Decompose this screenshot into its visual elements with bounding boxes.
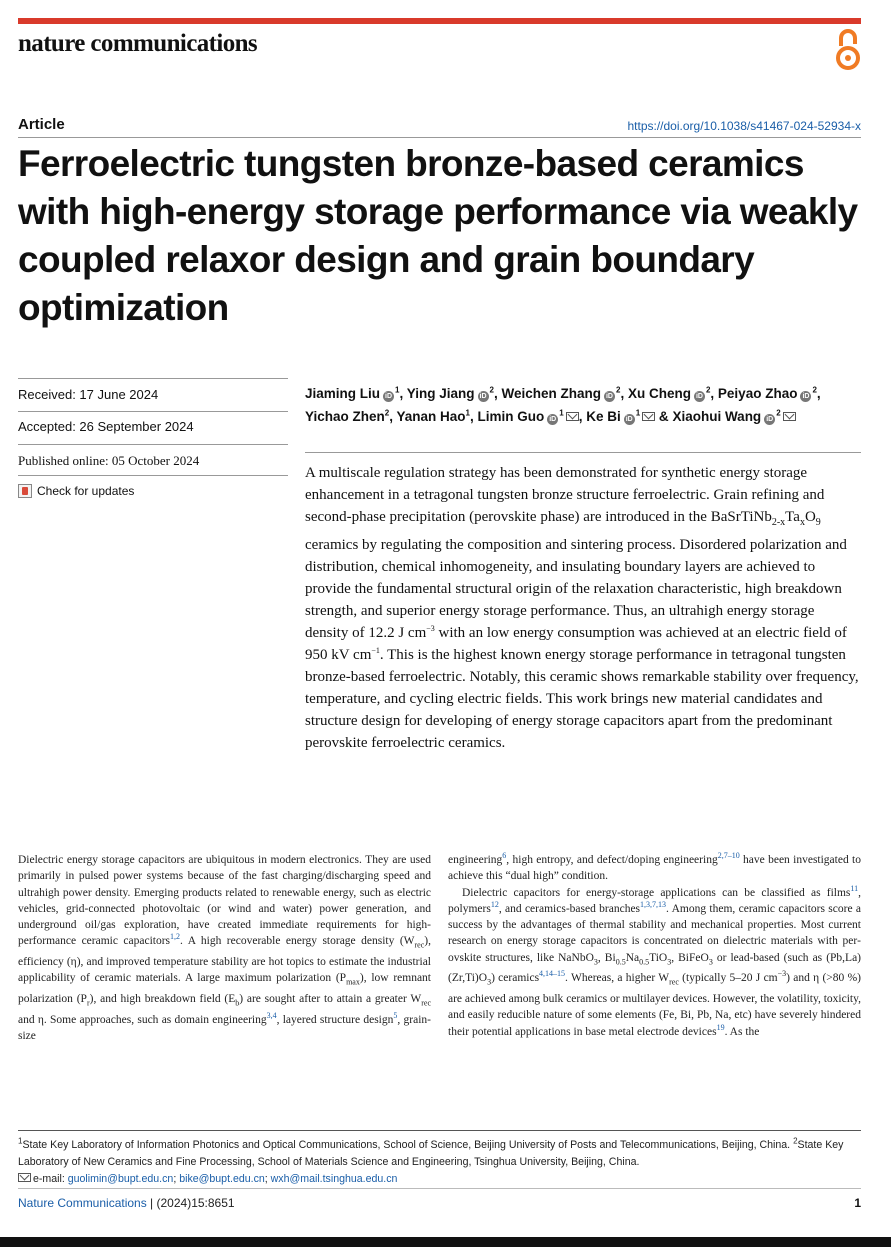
published-date: Published online: 05 October 2024 (18, 453, 200, 468)
mail-icon[interactable] (783, 412, 796, 421)
orcid-icon[interactable]: iD (766, 416, 774, 423)
journal-name: nature communications (18, 30, 258, 57)
received-date: Received: 17 June 2024 (18, 387, 159, 402)
orcid-icon[interactable]: iD (385, 393, 393, 400)
article-type-label: Article (18, 116, 65, 133)
orcid-icon[interactable]: iD (695, 393, 703, 400)
mail-icon[interactable] (642, 412, 655, 421)
orcid-icon[interactable]: iD (605, 393, 613, 400)
author-name[interactable]: Yanan Hao (396, 409, 466, 424)
orcid-icon[interactable]: iD (549, 416, 557, 423)
body-paragraph: engineering$^6$, high entropy, and defect/doping engineering$^{2,7-10}$ have been investigated to achieve this “dual high” condition. (448, 851, 861, 883)
accepted-date: Accepted: 26 September 2024 (18, 419, 194, 434)
dates-divider-1 (18, 411, 288, 412)
check-updates-icon (18, 484, 32, 498)
page-number: 1 (854, 1196, 861, 1210)
footnote-divider (18, 1130, 861, 1131)
author-name[interactable]: Limin Guo (477, 409, 545, 424)
orcid-icon[interactable]: iD (479, 393, 487, 400)
email-link[interactable]: bike@bupt.edu.cn (179, 1173, 265, 1185)
footer-citation: Nature Communications | (2024)15:8651 (18, 1196, 235, 1210)
orcid-icon[interactable]: iD (802, 393, 810, 400)
footer-divider (18, 1188, 861, 1189)
footer-journal[interactable]: Nature Communications (18, 1196, 147, 1210)
bottom-bar (0, 1237, 891, 1247)
body-paragraph: Dielectric energy storage capacitors are ubiquitous in modern electronics. They are used primarily in pulsed power systems because of the fast charging/discharging speed and ultrahigh power density. Emerging products related to renewable energy, such as electric vehicles, grid-connected photovoltaic (or wind and water) power generation, and underground oil/gas exploration, have created immediate requirements for high-performance ceramic capacitors$^{1,2}$. A high recoverable energy storage density $(W_{rec})$, efficiency (η), and improved temperature stability are hot topics to estimate the industrial applicability of ceramic materials. A large maximum polarization $(P_{max})$, low remnant polarization $(P_r)$, and high breakdown field $(E_b)$ are sought after to attain a greater $W_{rec}$ and η. Some approaches, such as domain engineering$^{3,4}$, layered structure design$^5$, grain-size (18, 854, 431, 1042)
mail-icon (18, 1173, 31, 1182)
header-divider (18, 137, 861, 138)
doi-link[interactable]: https://doi.org/10.1038/s41467-024-52934-x (627, 119, 861, 133)
author-name[interactable]: Xu Cheng (627, 386, 691, 401)
author-name[interactable]: Jiaming Liu (305, 386, 381, 401)
body-column-left (18, 852, 431, 1044)
author-name[interactable]: Ying Jiang (406, 386, 475, 401)
dates-divider-2 (18, 444, 288, 445)
abstract-divider (305, 452, 861, 453)
dates-divider-top (18, 378, 288, 379)
body-column-right (448, 852, 861, 1040)
abstract: A multiscale regulation strategy has been demonstrated for synthetic energy storage enhancement in a tetragonal tungsten bronze structure ferroelectric. Grain refining and second-phase precipitation (perovskite phase) are introduced in the $BaSrTiNb_{2-x}Ta_xO_9$ ceramics by regulating the composition and sintering process. Disordered polarization and distribution, chemical inhomogeneity, and insulating boundary layers are achieved to provide the fundamental structural origin of the relaxation characteristic, high breakdown strength, and superior energy storage performance. Thus, an ultrahigh energy storage density of 12.2 J $cm^{-3}$ with an low energy consumption was achieved at an electric field of 950 kV $cm^{-1}$. This is the highest known energy storage performance in tetragonal tungsten bronze-based ferroelectric. Notably, this ceramic shows remarkable stability over frequency, temperature, and cycling electric fields. This work brings new material candidates and structure design for developing of energy storage capacitors apart from the predominant perovskite ferroelectric ceramics. (305, 465, 859, 751)
dates-divider-3 (18, 475, 288, 476)
mail-icon[interactable] (566, 412, 579, 421)
email-link[interactable]: guolimin@bupt.edu.cn (67, 1173, 174, 1185)
body-paragraph: Dielectric capacitors for energy-storage applications can be classified as films$^{11}$, polymers$^{12}$, and ceramics-based branches$^{1,3,7,13}$. Among them, ceramic capacitors score a success by the advantages of thermal stability and mechanical properties. Most current research on energy storage capacitors is concentrated on dielectric materials with perovskite structures, like NaNbO$_3$, $Bi_{0.5}Na_{0.5}TiO_3$, BiFeO$_3$ or lead-based (such as $(Pb,La)(Zr,Ti)O_3$) ceramics$^{4,14-15}$. Whereas, a higher $W_{rec}$ (typically 5–20 J $cm^{-3}$) and η (>80 %) are achieved among bulk ceramics or multilayer devices. However, the volatility, toxicity, and easily reducible nature of some elements (Fe, Bi, Pb, Na, etc) have severely hindered their potential applications in base metal electrode devices$^{19}$. As the (448, 883, 861, 1038)
author-name[interactable]: Peiyao Zhao (717, 386, 798, 401)
author-list: Jiaming Liu $iD^1$, Ying Jiang $iD^2$, Weichen Zhang $iD^2$, Xu Cheng $iD^2$, Peiyao Zhao $iD^2$, Yichao Zhen$^2$, Yanan Hao$^1$, Limin Guo $iD^1$ , Ke Bi $iD^1$ & Xiaohui Wang $iD^2$ (305, 385, 821, 424)
author-name[interactable]: Ke Bi (586, 409, 621, 424)
author-name[interactable]: Weichen Zhang (501, 386, 601, 401)
affiliations-footnote: $^1$State Key Laboratory of Information Photonics and Optical Communications, School of Science, Beijing University of Posts and Telecommunications, Beijing, China. $^2$State Key Laboratory of New Ceramics and Fine Processing, School of Materials Science and Engineering, Tsinghua University, Beijing, China. e-mail: guolimin@bupt.edu.cn; bike@bupt.edu.cn; wxh@mail.tsinghua.edu.cn (18, 1136, 844, 1185)
author-name[interactable]: Yichao Zhen (305, 409, 385, 424)
open-access-icon[interactable] (833, 28, 863, 72)
orcid-icon[interactable]: iD (625, 416, 633, 423)
author-name[interactable]: Xiaohui Wang (672, 409, 762, 424)
email-link[interactable]: wxh@mail.tsinghua.edu.cn (270, 1173, 398, 1185)
article-title: Ferroelectric tungsten bronze-based ceramics with high-energy storage performance via weakly coupled relaxor design and grain boundary optimization (18, 143, 858, 328)
check-updates-button[interactable] (18, 484, 134, 498)
check-updates-label: Check for updates (37, 484, 135, 498)
header-accent-bar (18, 18, 861, 24)
